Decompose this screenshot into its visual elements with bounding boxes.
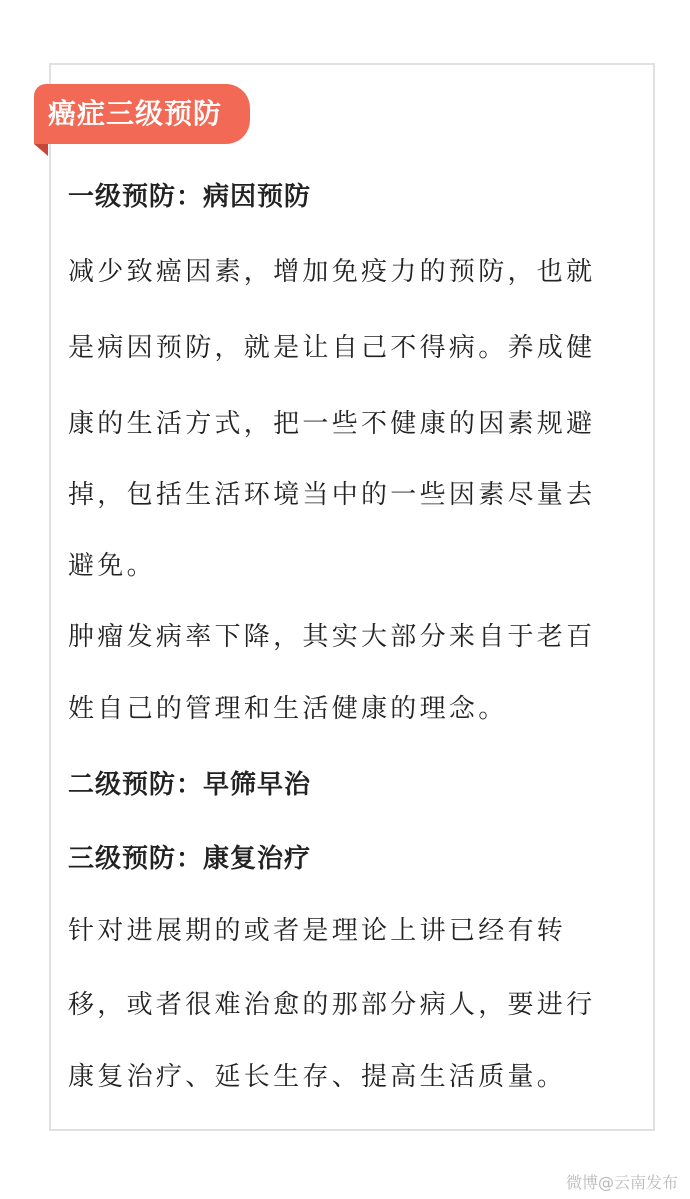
weibo-watermark: 微博@云南发布 xyxy=(565,1173,678,1192)
level3-paragraph-line: 康复治疗、延长生存、提高生活质量。 xyxy=(68,1062,567,1092)
level3-paragraph-line: 移，或者很难治愈的那部分病人，要进行 xyxy=(68,990,596,1020)
content-card xyxy=(49,63,655,1131)
level1-heading: 一级预防：病因预防 xyxy=(68,182,312,212)
level3-heading: 三级预防：康复治疗 xyxy=(68,844,312,874)
section-tag: 癌症三级预防 xyxy=(34,84,250,144)
level1-paragraph1-line: 康的生活方式，把一些不健康的因素规避 xyxy=(68,409,596,439)
section-tag-fold xyxy=(34,144,48,156)
level1-paragraph1-line: 减少致癌因素，增加免疫力的预防，也就 xyxy=(68,257,596,287)
level1-paragraph1-line: 是病因预防，就是让自己不得病。养成健 xyxy=(68,333,596,363)
level1-paragraph2-line: 姓自己的管理和生活健康的理念。 xyxy=(68,694,508,724)
level1-paragraph1-line: 避免。 xyxy=(68,551,156,581)
level3-paragraph-line: 针对进展期的或者是理论上讲已经有转 xyxy=(68,916,567,946)
level1-paragraph1-line: 掉，包括生活环境当中的一些因素尽量去 xyxy=(68,480,596,510)
level1-paragraph2-line: 肿瘤发病率下降，其实大部分来自于老百 xyxy=(68,622,596,652)
level2-heading: 二级预防：早筛早治 xyxy=(68,770,312,800)
